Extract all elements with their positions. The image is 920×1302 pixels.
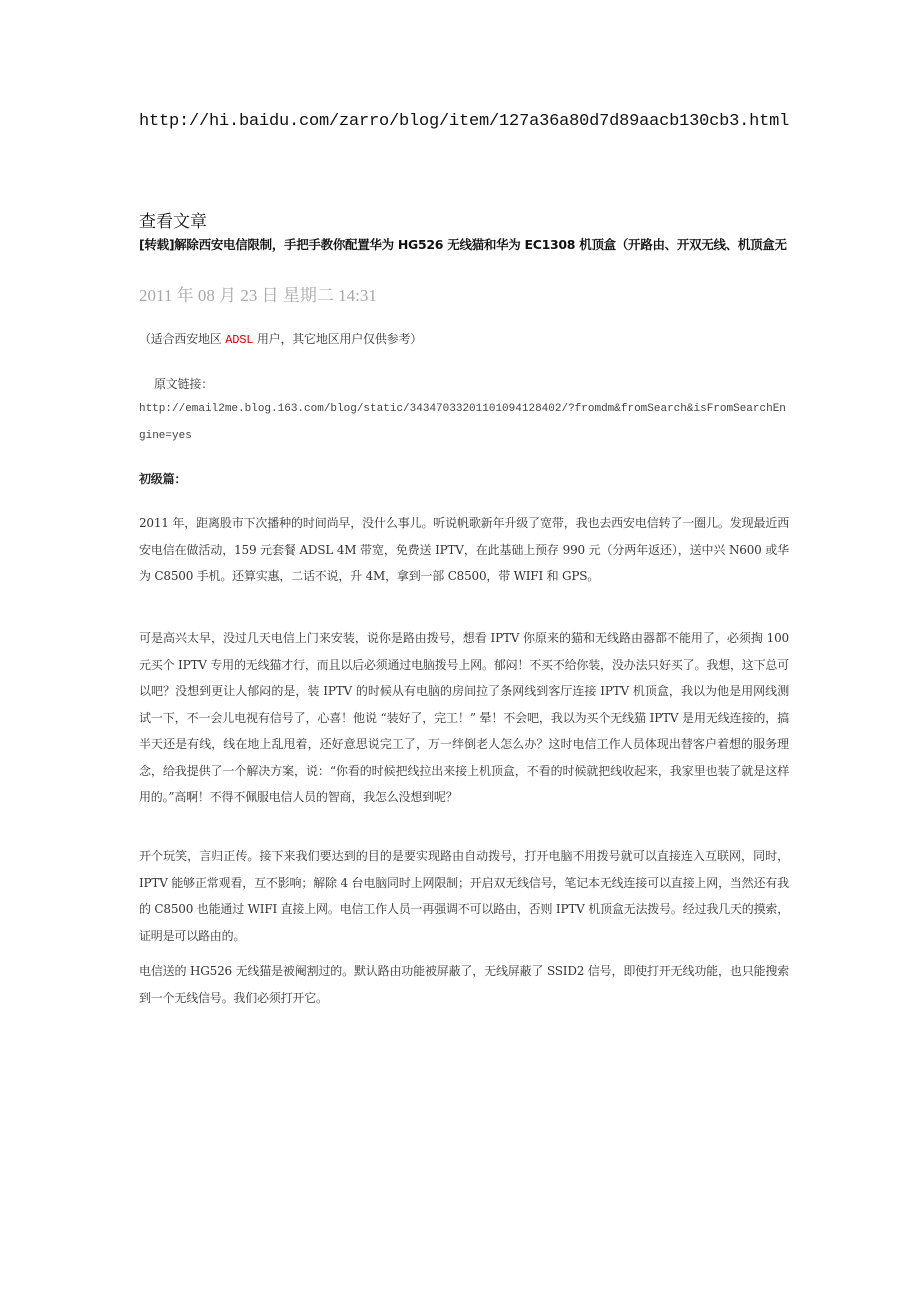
note-prefix: （适合西安地区 xyxy=(139,332,226,346)
paragraph-4: 电信送的 HG526 无线猫是被阉割过的。默认路由功能被屏蔽了，无线屏蔽了 SSID2 信号，即使打开无线功能，也只能搜索到一个无线信号。我们必须打开它。 xyxy=(139,964,789,1005)
subheading: 初级篇： xyxy=(139,472,187,486)
original-link[interactable]: http://email2me.blog.163.com/blog/static/34347033201101094128402/?fromdm&fromSearch&isFromSearchEngine=yes xyxy=(139,403,786,442)
article-date: 2011 年 08 月 23 日 星期二 14:31 xyxy=(139,286,377,305)
article-note xyxy=(139,326,422,354)
paragraph-3: 开个玩笑，言归正传。接下来我们要达到的目的是要实现路由自动拨号，打开电脑不用拨号就可以直接连入互联网，同时，IPTV 能够正常观看，互不影响；解除 4 台电脑同时上网限制；开启双无线信号，笔记本无线连接可以直接上网，当然还有我的 C8500 也能通过 WIFI 直接上网。电信工作人员一再强调不可以路由，否则 IPTV 机顶盒无法拨号。经过我几天的摸索，证明是可以路由的。 xyxy=(139,849,789,943)
note-suffix: 用户，其它地区用户仅供参考） xyxy=(253,332,423,346)
paragraph-1: 2011 年，距离股市下次播种的时间尚早，没什么事儿。听说帆歌新年升级了宽带，我也去西安电信转了一圈儿。发现最近西安电信在做活动，159 元套餐 ADSL 4M 带宽，免费送 IPTV，在此基础上预存 990 元（分两年返还），送中兴 N600 或华为 C8500 手机。还算实惠，二话不说，升 4M，拿到一部 C8500，带 WIFI 和 GPS。 xyxy=(139,516,789,583)
paragraph-2: 可是高兴太早，没过几天电信上门来安装，说你是路由拨号，想看 IPTV 你原来的猫和无线路由器都不能用了，必须掏 100 元买个 IPTV 专用的无线猫才行，而且以后必须通过电脑拨号上网。郁闷！不买不给你装，没办法只好买了。我想，这下总可以吧？没想到更让人郁闷的是，装 IPTV 的时候从有电脑的房间拉了条网线到客厅连接 IPTV 机顶盒，我以为他是用网线测试一下，不一会儿电视有信号了，心喜！他说 “装好了，完工！” 晕！不会吧，我以为买个无线猫 IPTV 是用无线连接的，搞半天还是有线，线在地上乱甩着，还好意思说完工了，万一绊倒老人怎么办？这时电信工作人员体现出替客户着想的服务理念，给我提供了一个解决方案，说：“你看的时候把线拉出来接上机顶盒，不看的时候就把线收起来，我家里也装了就是这样用的。”高啊！不得不佩服电信人员的智商，我怎么没想到呢？ xyxy=(139,631,789,804)
section-title: 查看文章 xyxy=(139,212,207,232)
article-title: [转载]解除西安电信限制，手把手教你配置华为 HG526 无线猫和华为 EC1308 机顶盒（开路由、开双无线、机顶盒无 xyxy=(139,237,787,252)
note-accent-adsl: ADSL xyxy=(225,333,254,347)
source-url[interactable]: http://hi.baidu.com/zarro/blog/item/127a36a80d7d89aacb130cb3.html xyxy=(139,112,790,131)
original-link-label: 原文链接： xyxy=(154,377,214,391)
